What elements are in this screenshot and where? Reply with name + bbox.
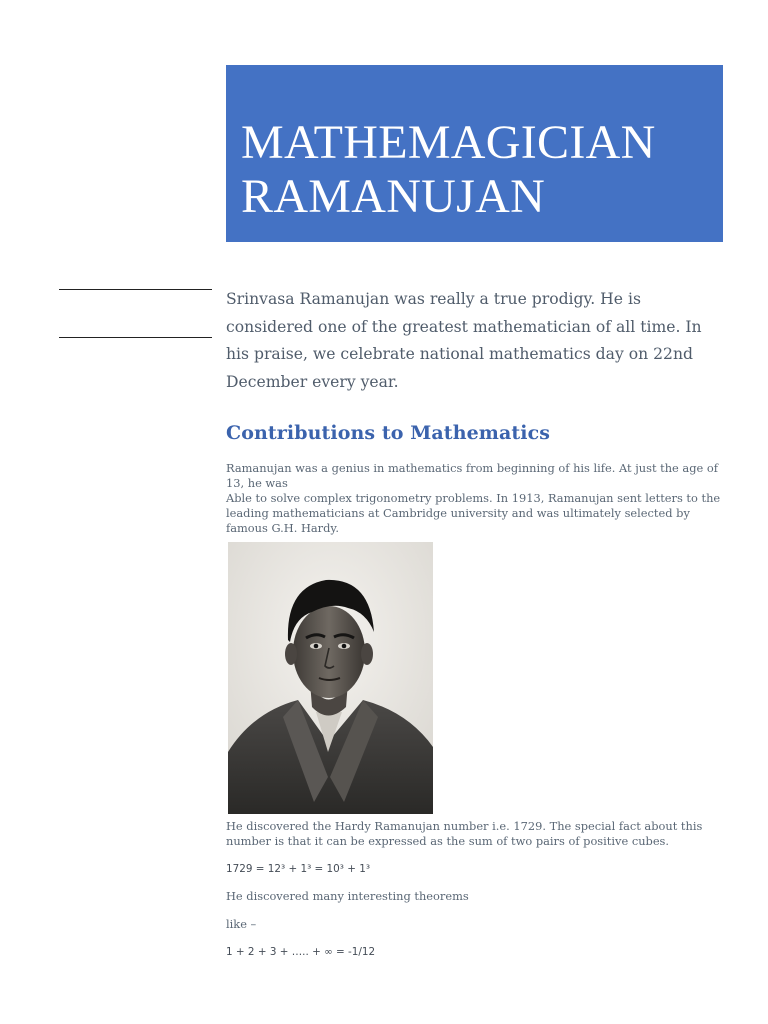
title-line-1: MATHEMAGICIAN <box>241 116 656 169</box>
contributions-line-1: Ramanujan was a genius in mathematics from beginning of his life. At just the age of 13, he was <box>226 461 718 490</box>
theorems-paragraph: He discovered many interesting theorems <box>226 889 469 903</box>
taxicab-equation: 1729 = 12³ + 1³ = 10³ + 1³ <box>226 863 371 875</box>
hardy-number-paragraph: He discovered the Hardy Ramanujan number i.e. 1729. The special fact about this number is that it can be expressed as the sum of two pairs of positive cubes. <box>226 819 703 848</box>
series-equation: 1 + 2 + 3 + ….. + ∞ = -1/12 <box>226 946 376 958</box>
like-line: like – <box>226 917 257 931</box>
sidebar-rule-bottom <box>59 337 212 338</box>
contributions-line-2: Able to solve complex trigonometry problems. In 1913, Ramanujan sent letters to the leading mathematicians at Cambridge university and was ultimately selected by famous G.H. Hardy. <box>226 491 721 535</box>
section-heading: Contributions to Mathematics <box>226 422 551 444</box>
title-line-2: RAMANUJAN <box>241 170 546 223</box>
sidebar-rule-top <box>59 289 212 290</box>
intro-paragraph: Srinvasa Ramanujan was really a true prodigy. He is considered one of the greatest mathematician of all time. In his praise, we celebrate national mathematics day on 22nd December every year. <box>226 290 702 391</box>
portrait-photo <box>228 542 433 814</box>
portrait-image <box>228 542 433 814</box>
title-banner <box>226 65 723 242</box>
contributions-paragraph-1 <box>226 461 726 536</box>
